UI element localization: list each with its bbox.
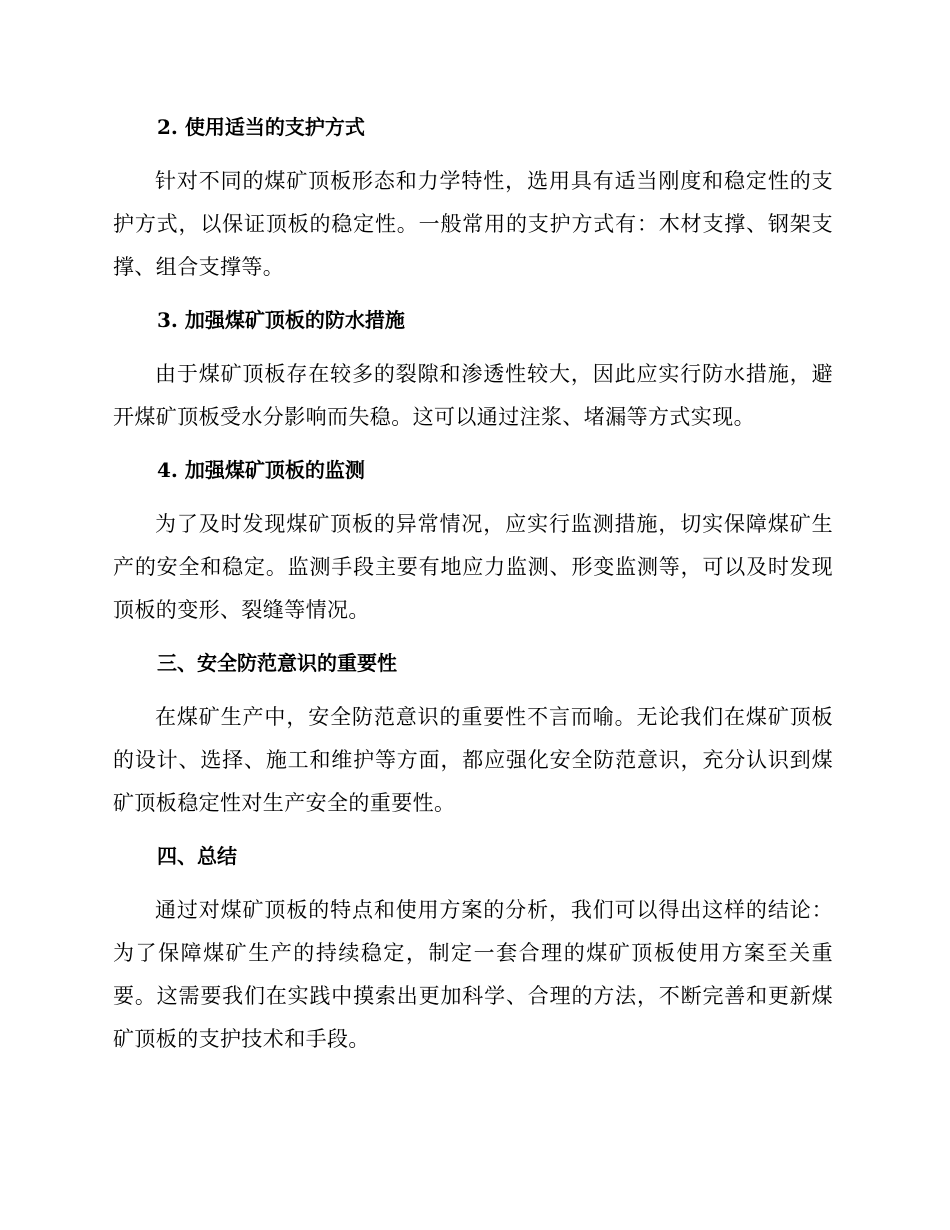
section-heading-support-method: 2. 使用适当的支护方式 [157, 115, 365, 139]
section-heading-safety-awareness: 三、安全防范意识的重要性 [157, 651, 397, 675]
section-paragraph-safety-awareness: 在煤矿生产中，安全防范意识的重要性不言而喻。无论我们在煤矿顶板的设计、选择、施工和维护等方面，都应强化安全防范意识，充分认识到煤矿顶板稳定性对生产安全的重要性。 [113, 705, 833, 815]
section-paragraph-waterproofing: 由于煤矿顶板存在较多的裂隙和渗透性较大，因此应实行防水措施，避开煤矿顶板受水分影响而失稳。这可以通过注浆、堵漏等方式实现。 [113, 362, 833, 429]
section-heading-waterproofing: 3. 加强煤矿顶板的防水措施 [157, 308, 405, 332]
section-paragraph-summary: 通过对煤矿顶板的特点和使用方案的分析，我们可以得出这样的结论：为了保障煤矿生产的持续稳定，制定一套合理的煤矿顶板使用方案至关重要。这需要我们在实践中摸索出更加科学、合理的方法，不断完善和更新煤矿顶板的支护技术和手段。 [113, 898, 833, 1051]
document-body [113, 112, 833, 1077]
section-paragraph-monitoring: 为了及时发现煤矿顶板的异常情况，应实行监测措施，切实保障煤矿生产的安全和稳定。监测手段主要有地应力监测、形变监测等，可以及时发现顶板的变形、裂缝等情况。 [113, 512, 833, 622]
section-heading-monitoring: 4. 加强煤矿顶板的监测 [157, 458, 365, 482]
section-paragraph-support-method: 针对不同的煤矿顶板形态和力学特性，选用具有适当刚度和稳定性的支护方式，以保证顶板的稳定性。一般常用的支护方式有：木材支撑、钢架支撑、组合支撑等。 [113, 169, 833, 279]
section-heading-summary: 四、总结 [157, 844, 237, 868]
